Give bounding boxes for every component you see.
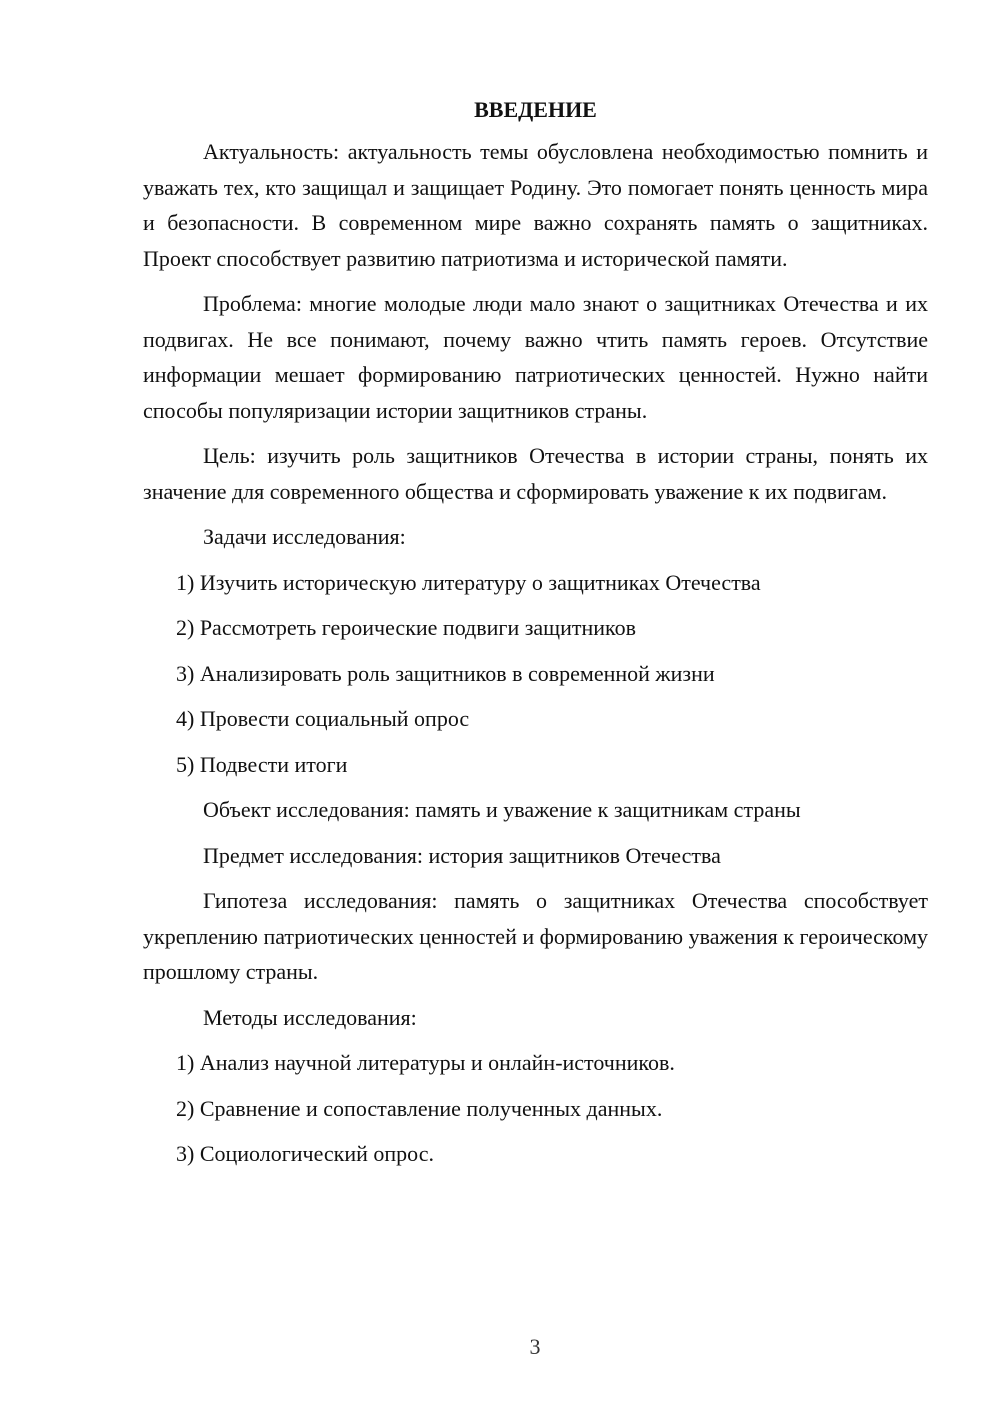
list-item: 3) Социологический опрос. xyxy=(176,1141,434,1166)
list-item: 2) Рассмотреть героические подвиги защитников xyxy=(176,615,637,640)
list-item: 1) Изучить историческую литературу о защитниках Отечества xyxy=(176,569,761,595)
tasks-list xyxy=(143,565,928,783)
object-paragraph: Объект исследования: память и уважение к защитникам страны xyxy=(203,797,801,822)
page-number: 3 xyxy=(529,1334,541,1359)
goal-paragraph: Цель: изучить роль защитников Отечества в истории страны, понять их значение для современного общества и сформировать уважение к их подвигам. xyxy=(143,443,928,504)
hypothesis-paragraph: Гипотеза исследования: память о защитниках Отечества способствует укреплению патриотических ценностей и формированию уважения к героическому прошлому страны. xyxy=(143,888,928,984)
section-title: ВВЕДЕНИЕ xyxy=(474,97,597,122)
methods-list xyxy=(143,1045,928,1172)
list-item: 1) Анализ научной литературы и онлайн-источников. xyxy=(176,1050,675,1075)
problem-paragraph: Проблема: многие молодые люди мало знают о защитниках Отечества и их подвигах. Не все понимают, почему важно чтить память героев. Отсутствие информации мешает формированию патриотических ценностей. Нужно найти способы популяризации истории защитников страны. xyxy=(143,291,928,423)
methods-heading: Методы исследования: xyxy=(203,1004,417,1030)
list-item: 3) Анализировать роль защитников в современной жизни xyxy=(176,660,715,686)
relevance-paragraph: Актуальность: актуальность темы обусловлена необходимостью помнить и уважать тех, кто защищал и защищает Родину. Это помогает понять ценность мира и безопасности. В современном мире важно сохранять память о защитниках. Проект способствует развитию патриотизма и исторической памяти. xyxy=(143,139,928,271)
document-body xyxy=(143,92,928,1182)
subject-paragraph: Предмет исследования: история защитников Отечества xyxy=(203,842,721,868)
tasks-heading: Задачи исследования: xyxy=(203,524,406,549)
list-item: 4) Провести социальный опрос xyxy=(176,706,470,731)
list-item: 5) Подвести итоги xyxy=(176,751,348,777)
list-item: 2) Сравнение и сопоставление полученных данных. xyxy=(176,1095,663,1121)
